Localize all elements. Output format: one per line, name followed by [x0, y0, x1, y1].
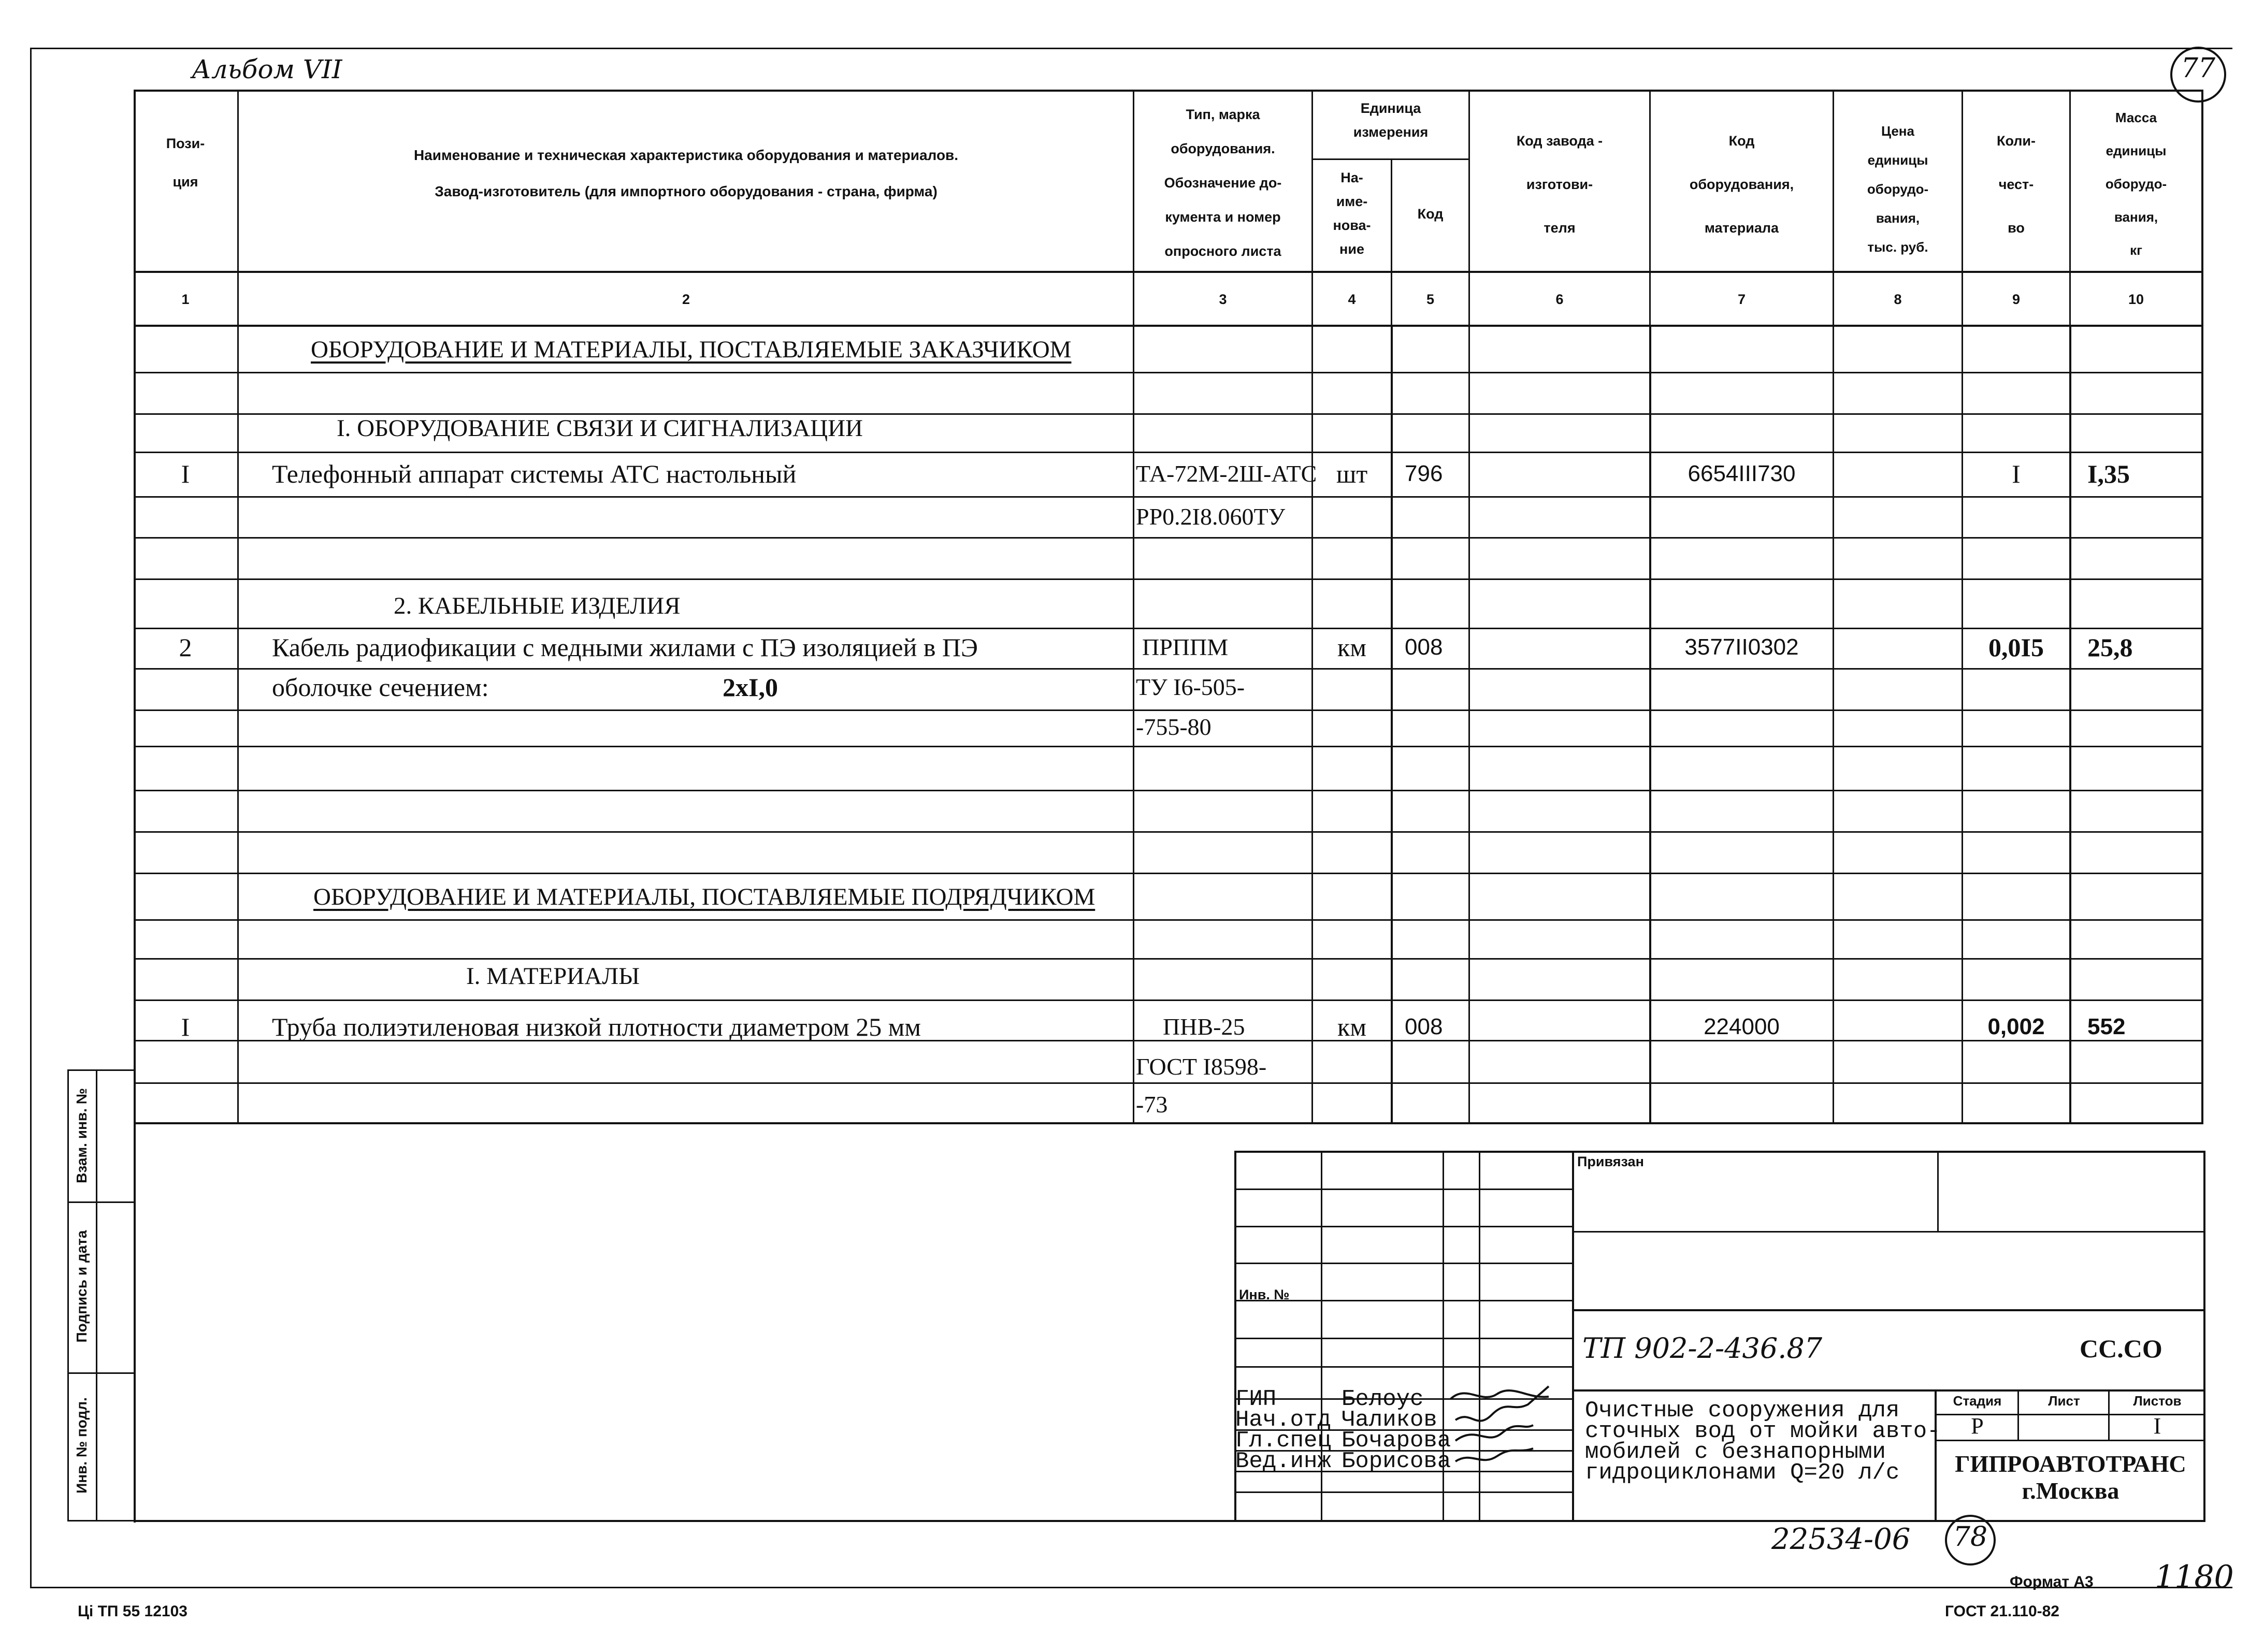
header-type-line: оборудования. — [1171, 141, 1275, 156]
header-unit-group — [1313, 96, 1468, 144]
stamp-name: Бочарова — [1342, 1428, 1451, 1454]
header-type — [1134, 97, 1311, 268]
header-unit-line: Единица — [1360, 100, 1421, 116]
archive-number: 22534-06 — [1771, 1523, 1911, 1556]
header-eq-line: оборудования, — [1689, 177, 1794, 192]
header-type-line: кумента и номер — [1165, 209, 1281, 225]
header-unit-line: измерения — [1353, 124, 1429, 140]
section-title-materials: I. МАТЕРИАЛЫ — [466, 963, 640, 990]
header-unit-name-line: нова- — [1333, 218, 1371, 233]
stamp-doc-code — [1582, 1332, 1822, 1365]
stamp-sheets-label: Листов — [2133, 1393, 2182, 1409]
col-number: 3 — [1219, 292, 1227, 307]
section-title-customer: ОБОРУДОВАНИЕ И МАТЕРИАЛЫ, ПОСТАВЛЯЕМЫЕ ЗАКАЗЧИКОМ — [311, 336, 1072, 363]
header-unit-name-line: име- — [1336, 194, 1368, 209]
header-price-line: единицы — [1867, 152, 1928, 168]
header-mass-line: единицы — [2106, 143, 2167, 158]
stamp-title-line: мобилей с безнапорными — [1585, 1439, 1886, 1465]
header-mass-line: кг — [2130, 242, 2142, 258]
row-unit-code: 796 — [1405, 461, 1443, 486]
gost-label: ГОСТ 21.110-82 — [1945, 1603, 2059, 1620]
left-code: Цi ТП 55 12103 — [78, 1603, 188, 1620]
header-price-line: вания, — [1876, 210, 1920, 226]
row-position: I — [181, 1012, 190, 1041]
stamp-role: ГИП — [1235, 1386, 1277, 1412]
header-qty-line: Коли- — [1996, 133, 2036, 149]
row-type: ПНВ-25 — [1163, 1013, 1245, 1040]
col-number: 6 — [1555, 292, 1564, 307]
stamp-title-line: гидроциклонами Q=20 л/с — [1585, 1460, 1900, 1486]
header-type-line: Тип, марка — [1186, 107, 1260, 122]
row-name: Телефонный аппарат системы АТС настольный — [272, 459, 797, 488]
row-type: ГОСТ I8598- — [1136, 1053, 1267, 1080]
header-mass-line: оборудо- — [2105, 176, 2167, 192]
row-type: ТУ I6-505- — [1136, 674, 1245, 700]
stamp-doc-code-text: ТП 902-2-436.87 — [1582, 1332, 1823, 1365]
row-eq-code: 224000 — [1704, 1014, 1780, 1039]
format-label: Формат А3 — [2010, 1573, 2094, 1590]
stamp-inv-no: Инв. № — [1239, 1287, 1290, 1302]
row-mass: I,35 — [2087, 459, 2130, 488]
section-title-comm: I. ОБОРУДОВАНИЕ СВЯЗИ И СИГНАЛИЗАЦИИ — [337, 415, 863, 442]
hand-note: 1180 — [2155, 1559, 2234, 1595]
stamp-role: Нач.отд — [1235, 1407, 1331, 1433]
header-mass — [2071, 101, 2201, 267]
stamp-title-line: Очистные сооружения для — [1585, 1398, 1900, 1424]
col-number: 4 — [1348, 292, 1356, 307]
stamp-privyazan: Привязан — [1577, 1154, 1644, 1169]
row-qty: 0,002 — [1987, 1014, 2045, 1039]
header-price-line: Цена — [1881, 123, 1914, 139]
col-number: 5 — [1426, 292, 1435, 307]
section-title-contractor: ОБОРУДОВАНИЕ И МАТЕРИАЛЫ, ПОСТАВЛЯЕМЫЕ ПОДРЯДЧИКОМ — [313, 883, 1095, 910]
header-name-line: Наименование и техническая характеристика оборудования и материалов. — [413, 147, 959, 163]
stamp-name: Белоус — [1342, 1386, 1424, 1412]
row-unit-code: 008 — [1405, 634, 1443, 660]
header-mass-line: Масса — [2115, 110, 2157, 125]
side-label-signature-date: Подпись и дата — [74, 1230, 90, 1343]
header-eq-line: Код — [1728, 133, 1755, 149]
row-type: ПРППМ — [1142, 634, 1229, 660]
header-factory-code — [1470, 119, 1649, 250]
stamp-role: Вед.инж — [1235, 1448, 1331, 1474]
header-unit-code: Код — [1417, 206, 1444, 222]
header-unit-name-line: На- — [1340, 170, 1363, 185]
header-factory-line: изготови- — [1526, 177, 1593, 192]
side-label-orig-inv: Инв. № подл. — [74, 1397, 90, 1494]
row-unit: км — [1337, 633, 1366, 662]
header-name — [239, 129, 1133, 202]
col-number: 7 — [1737, 292, 1746, 307]
row-qty: I — [2012, 459, 2021, 488]
stamp-sheet-label: Лист — [2048, 1393, 2080, 1409]
row-type: ТА-72М-2Ш-АТС — [1136, 460, 1317, 487]
row-eq-code: 3577II0302 — [1684, 634, 1799, 660]
header-qty-line: чест- — [1998, 177, 2034, 192]
col-number: 9 — [2012, 292, 2021, 307]
row-qty: 0,0I5 — [1988, 633, 2044, 662]
row-eq-code: 6654III730 — [1688, 461, 1796, 486]
stamp-sheets: I — [2153, 1413, 2161, 1439]
header-factory-line: теля — [1544, 220, 1576, 236]
header-quantity — [1963, 119, 2069, 250]
row-position: I — [181, 459, 190, 488]
side-label-replace-inv: Взам. инв. № — [74, 1088, 90, 1183]
col-number: 1 — [181, 292, 190, 307]
album-label: Альбом VII — [192, 54, 342, 84]
header-name-line: Завод-изготовитель (для импортного оборудования - страна, фирма) — [435, 183, 938, 199]
header-factory-line: Код завода - — [1516, 133, 1603, 149]
stamp-role: Гл.спец — [1235, 1428, 1331, 1454]
stamp-name: Борисова — [1342, 1448, 1451, 1474]
header-qty-line: во — [2008, 220, 2025, 236]
stamp-stage-label: Стадия — [1953, 1393, 2002, 1409]
row-unit: км — [1337, 1012, 1366, 1041]
row-position: 2 — [179, 633, 192, 662]
header-equipment-code — [1651, 119, 1833, 250]
header-position — [134, 124, 237, 201]
page-circle-number: 78 — [1953, 1521, 1988, 1553]
section-title-cable: 2. КАБЕЛЬНЫЕ ИЗДЕЛИЯ — [394, 592, 681, 619]
row-type: -755-80 — [1136, 714, 1212, 740]
header-unit-name-line: ние — [1339, 241, 1364, 257]
stamp-name: Чаликов — [1342, 1407, 1437, 1433]
header-position-line: ция — [172, 174, 198, 190]
row-type: РР0.2I8.060ТУ — [1136, 503, 1286, 530]
stamp-stage: Р — [1971, 1413, 1984, 1439]
header-type-line: Обозначение до- — [1164, 175, 1282, 191]
stamp-sheet-mark: СС.СО — [2080, 1334, 2162, 1363]
row-unit-code: 008 — [1405, 1014, 1443, 1039]
header-price-line: тыс. руб. — [1867, 239, 1928, 255]
stamp-title-line: сточных вод от мойки авто- — [1585, 1418, 1941, 1444]
row-name: оболочке сечением: — [272, 673, 489, 702]
header-eq-line: материала — [1704, 220, 1779, 236]
sheet-number-top: 77 — [2181, 53, 2216, 84]
row-unit: шт — [1336, 459, 1368, 488]
col-number: 8 — [1894, 292, 1902, 307]
row-mass: 25,8 — [2087, 633, 2133, 662]
row-type: -73 — [1136, 1091, 1168, 1118]
signature-icon — [1445, 1384, 1580, 1482]
row-name: Труба полиэтиленовая низкой плотности диаметром 25 мм — [272, 1012, 921, 1041]
row-name: Кабель радиофикации с медными жилами с ПЭ изоляцией в ПЭ — [272, 633, 978, 662]
col-number: 2 — [682, 292, 690, 307]
header-price-line: оборудо- — [1867, 181, 1929, 197]
header-mass-line: вания, — [2114, 209, 2158, 225]
stamp-org-city: г.Москва — [2022, 1477, 2119, 1504]
header-unit-name — [1313, 166, 1391, 261]
row-section-size: 2xI,0 — [723, 673, 778, 702]
header-price — [1834, 117, 1962, 262]
row-mass: 552 — [2087, 1014, 2126, 1039]
header-position-line: Пози- — [166, 136, 205, 151]
header-type-line: опросного листа — [1164, 243, 1281, 259]
col-number: 10 — [2128, 292, 2144, 307]
stamp-org: ГИПРОАВТОТРАНС — [1955, 1451, 2186, 1477]
